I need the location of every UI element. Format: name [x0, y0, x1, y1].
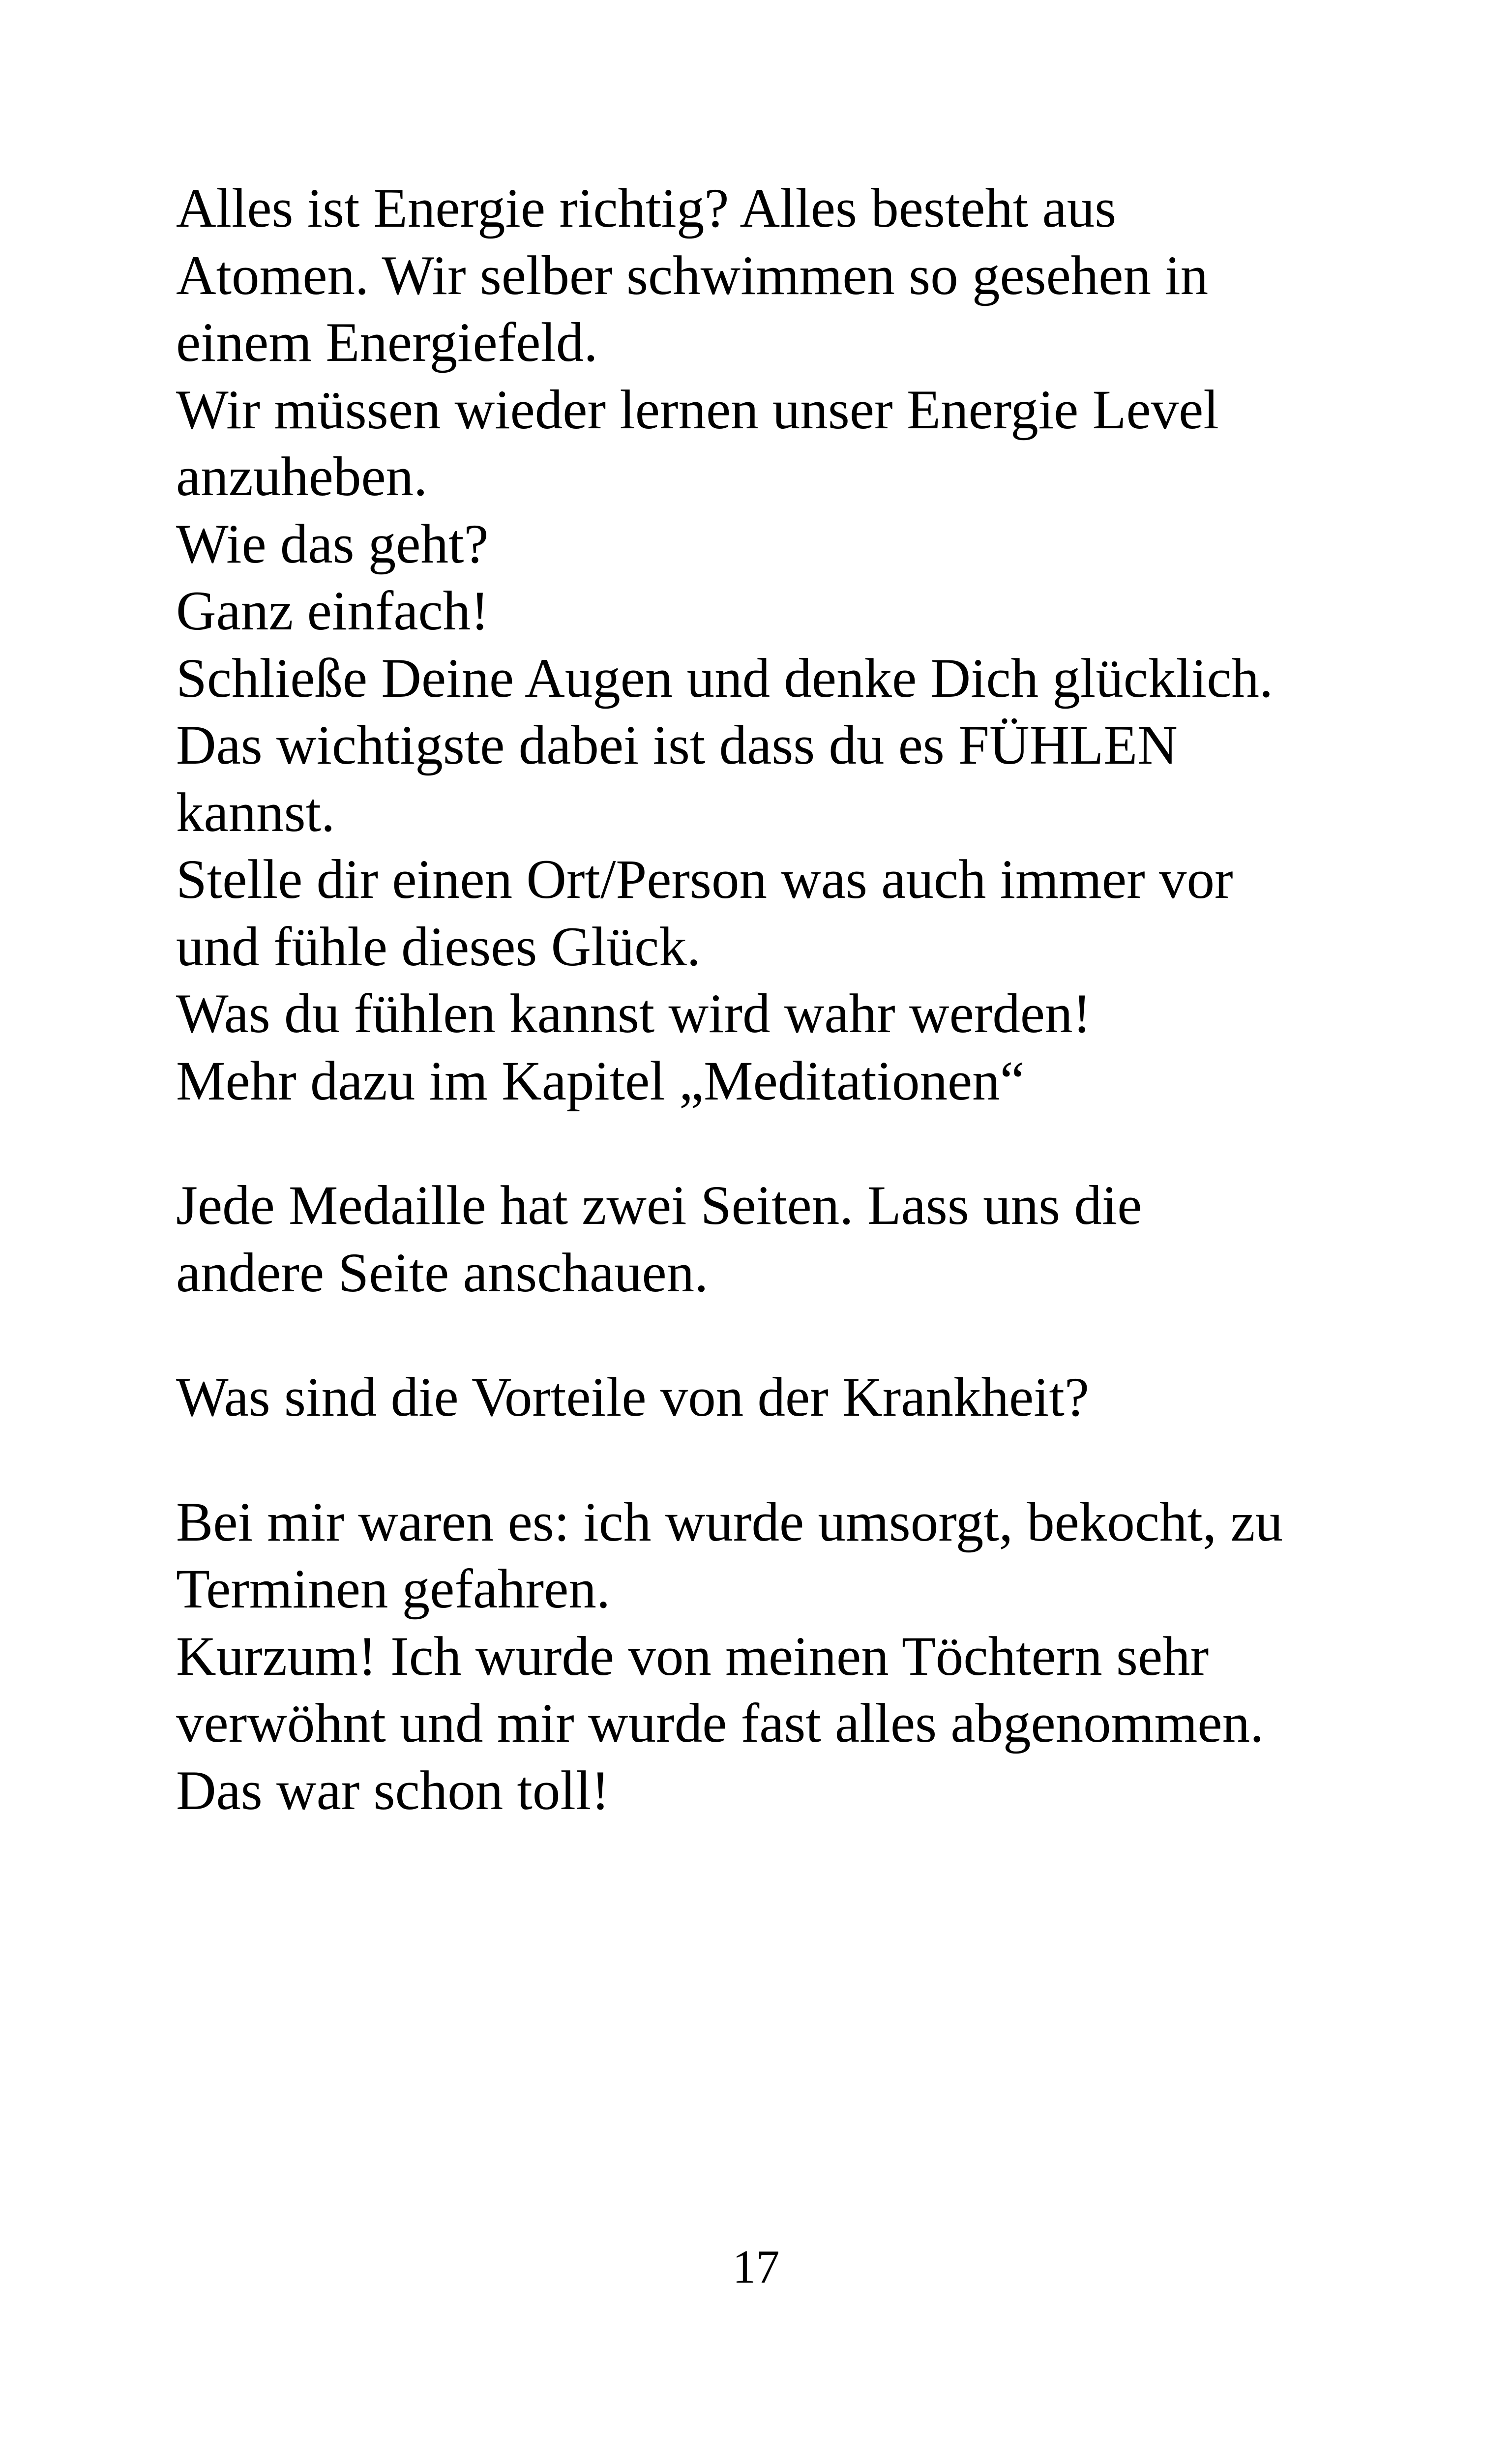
text-line: Schließe Deine Augen und denke Dich glücklich. [176, 647, 1274, 709]
paragraph [176, 1172, 1376, 1307]
paragraph-spacer [176, 1431, 1376, 1489]
text-line: Terminen gefahren. [176, 1558, 611, 1620]
text-line: Das wichtigste dabei ist dass du es FÜHLEN [176, 714, 1178, 776]
page-number: 17 [732, 2240, 780, 2293]
text-line: Bei mir waren es: ich wurde umsorgt, bekocht, zu [176, 1491, 1283, 1553]
text-line: verwöhnt und mir wurde fast alles abgenommen. [176, 1693, 1264, 1754]
page-body [176, 175, 1376, 1824]
text-line: anzuheben. [176, 446, 428, 507]
text-line: Wie das geht? [176, 513, 489, 575]
text-line: Kurzum! Ich wurde von meinen Töchtern sehr [176, 1625, 1209, 1687]
paragraph [176, 1364, 1376, 1431]
text-line: und fühle dieses Glück. [176, 916, 701, 978]
text-line: Atomen. Wir selber schwimmen so gesehen in [176, 244, 1209, 306]
text-line: Mehr dazu im Kapitel „Meditationen“ [176, 1050, 1025, 1112]
text-line: Stelle dir einen Ort/Person was auch immer vor [176, 849, 1233, 910]
text-line: Was sind die Vorteile von der Krankheit? [176, 1367, 1090, 1428]
text-line: kannst. [176, 781, 335, 843]
paragraph [176, 1489, 1376, 1825]
text-line: einem Energiefeld. [176, 312, 598, 373]
paragraph [176, 175, 1376, 1115]
text-line: Jede Medaille hat zwei Seiten. Lass uns die [176, 1175, 1142, 1236]
text-line: Ganz einfach! [176, 580, 489, 642]
paragraph-spacer [176, 1307, 1376, 1364]
text-line: Das war schon toll! [176, 1759, 610, 1821]
paragraph-spacer [176, 1115, 1376, 1172]
text-line: Alles ist Energie richtig? Alles besteht aus [176, 178, 1117, 239]
text-line: andere Seite anschauen. [176, 1242, 709, 1304]
text-line: Wir müssen wieder lernen unser Energie Level [176, 379, 1219, 441]
text-line: Was du fühlen kannst wird wahr werden! [176, 983, 1092, 1044]
